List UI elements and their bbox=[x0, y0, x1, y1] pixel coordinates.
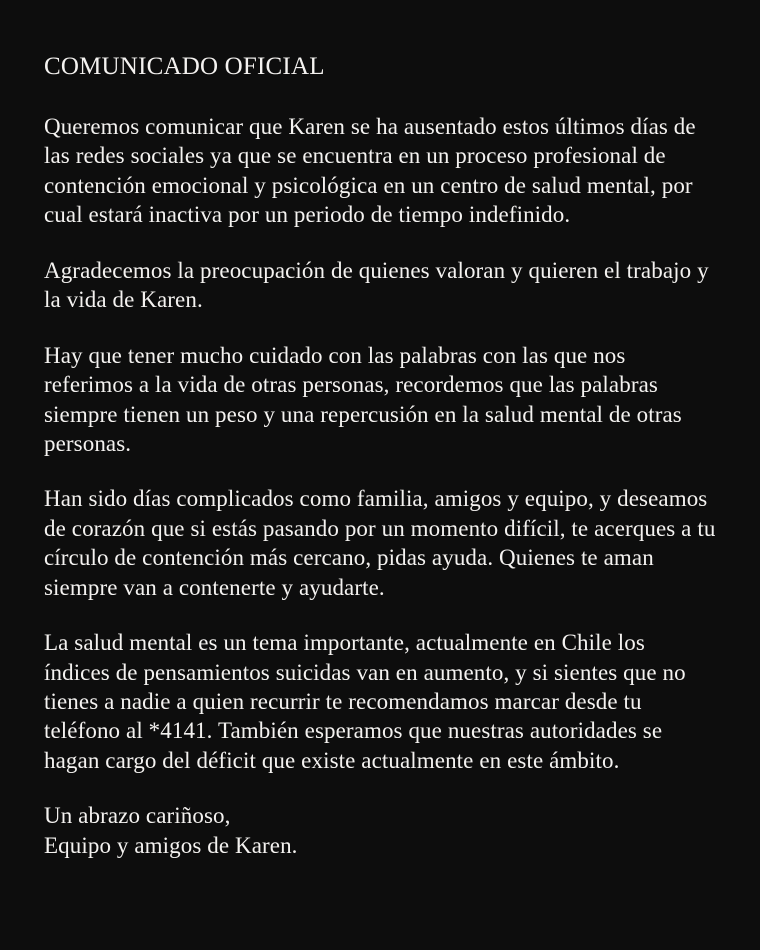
signoff-line-1: Un abrazo cariñoso, bbox=[44, 803, 231, 829]
statement-paragraph-1: Queremos comunicar que Karen se ha ausentado estos últimos días de las redes sociales ya que se encuentra en un proceso profesional de contención emocional y psicológica en un centro de salud mental, por cual estará inactiva por un periodo de tiempo indefinido. bbox=[44, 114, 696, 228]
statement-paragraph-2: Agradecemos la preocupación de quienes valoran y quieren el trabajo y la vida de Karen. bbox=[44, 257, 709, 313]
statement-signoff bbox=[44, 801, 716, 860]
statement-paragraph-3: Hay que tener mucho cuidado con las palabras con las que nos referimos a la vida de otras personas, recordemos que las palabras siempre tienen un peso y una repercusión en la salud mental de otras personas. bbox=[44, 342, 682, 456]
signoff-line-2: Equipo y amigos de Karen. bbox=[44, 832, 298, 858]
statement-paragraph-5: La salud mental es un tema importante, actualmente en Chile los índices de pensamientos suicidas van en aumento, y si sientes que no tienes a nadie a quien recurrir te recomendamos marcar desde tu teléfono al *4141. También esperamos que nuestras autoridades se hagan cargo del déficit que existe actualmente en este ámbito. bbox=[44, 630, 686, 773]
statement-title: COMUNICADO OFICIAL bbox=[44, 53, 325, 80]
statement-paragraph-4: Han sido días complicados como familia, amigos y equipo, y deseamos de corazón que si estás pasando por un momento difícil, te acerques a tu círculo de contención más cercano, pidas ayuda. Quienes te aman siempre van a contenerte y ayudarte. bbox=[44, 486, 716, 600]
